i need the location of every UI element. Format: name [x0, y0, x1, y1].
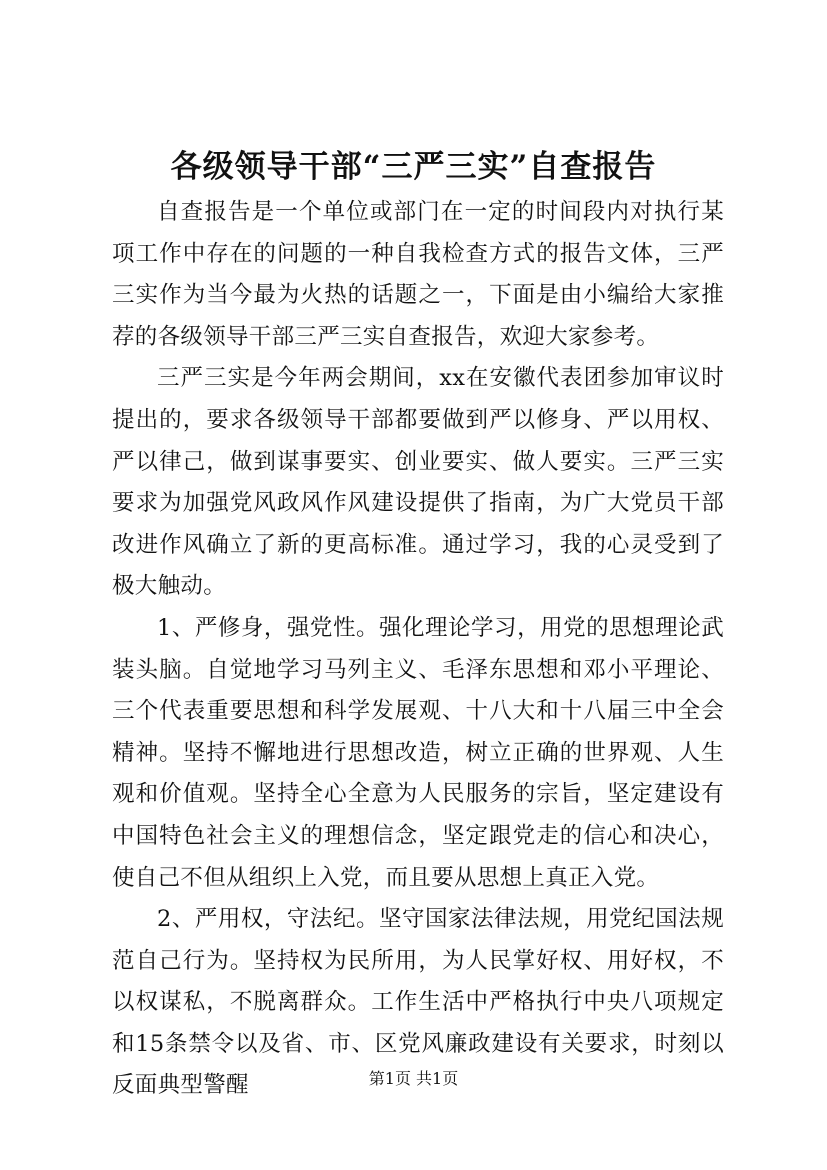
paragraph-intro: 自查报告是一个单位或部门在一定的时间段内对执行某项工作中存在的问题的一种自我检查方式的报告文体，三严三实作为当今最为火热的话题之一，下面是由小编给大家推荐的各级领导干部三严三实自查报告，欢迎大家参考。 — [112, 199, 724, 350]
document-title: 各级领导干部“三严三实”自查报告 — [170, 149, 657, 185]
paragraph-background: 三严三实是今年两会期间，xx在安徽代表团参加审议时提出的，要求各级领导干部都要做到严以修身、严以用权、严以律己，做到谋事要实、创业要实、做人要实。三严三实要求为加强党风政风作风建设提供了指南，为广大党员干部改进作风确立了新的更高标准。通过学习，我的心灵受到了极大触动。 — [112, 365, 724, 600]
paragraph-point-1: 1、严修身，强党性。强化理论学习，用党的思想理论武装头脑。自觉地学习马列主义、毛泽东思想和邓小平理论、三个代表重要思想和科学发展观、十八大和十八届三中全会精神。坚持不懈地进行思想改造，树立正确的世界观、人生观和价值观。坚持全心全意为人民服务的宗旨，坚定建设有中国特色社会主义的理想信念，坚定跟党走的信心和决心，使自己不但从组织上入党，而且要从思想上真正入党。 — [112, 614, 724, 891]
page-number-footer: 第1页 共1页 — [368, 1069, 459, 1088]
document-body — [112, 192, 724, 1107]
paragraph-point-2: 2、严用权，守法纪。坚守国家法律法规，用党纪国法规范自己行为。坚持权为民所用，为人民掌好权、用好权，不以权谋私，不脱离群众。工作生活中严格执行中央八项规定和15条禁令以及省、市、区党风廉政建设有关要求，时刻以反面典型警醒 — [112, 906, 724, 1099]
